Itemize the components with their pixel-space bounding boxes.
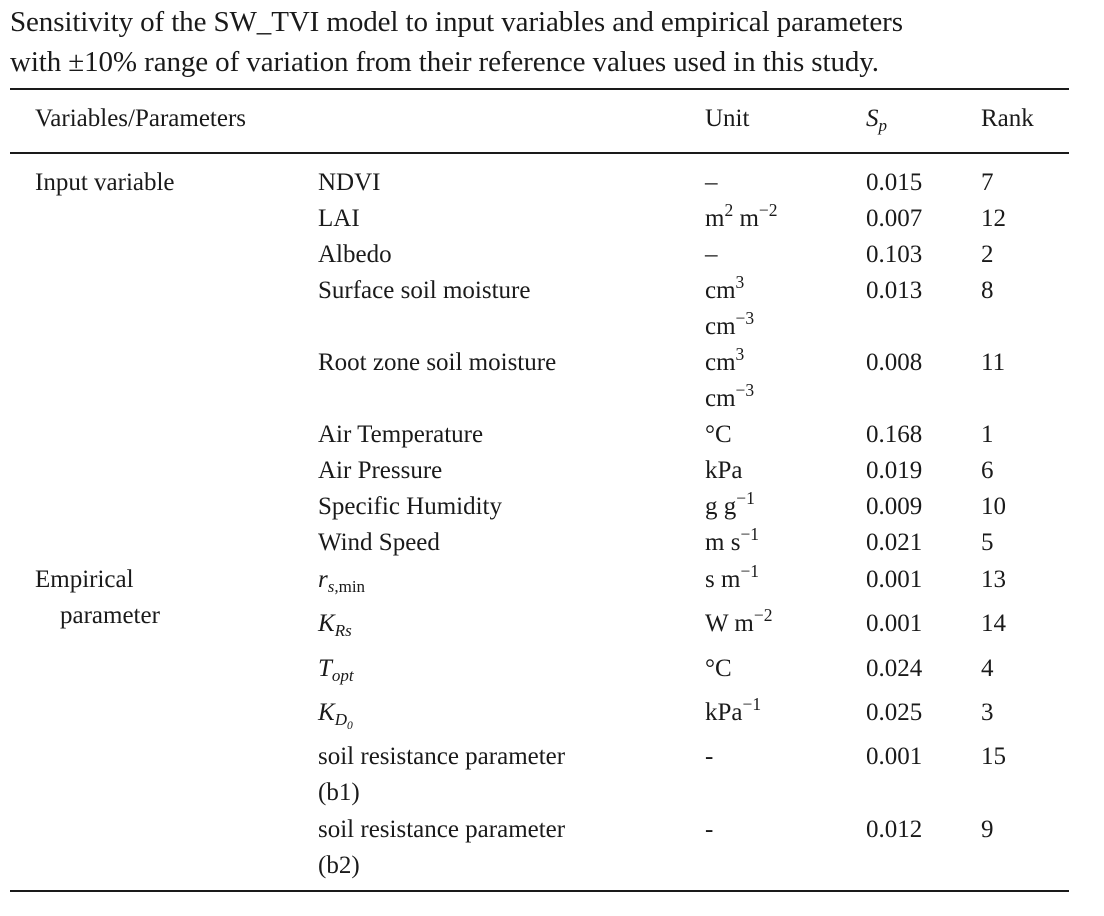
row-unit: g $g^{-1}$ [705,488,755,520]
row-rank: 2 [981,241,994,268]
table-bottom-rule [10,890,1069,892]
row-rank: 11 [981,349,1006,376]
row-sp: 0.015 [866,169,923,196]
row-unit: $m^2$ $m^{-2}$ [705,200,778,232]
row-sp: 0.001 [866,743,923,770]
row-name: LAI [318,205,360,232]
header-sp: $S_p$ [866,105,887,136]
row-unit: – [705,241,718,268]
row-name: Root zone soil moisture [318,349,557,376]
row-name: Air Pressure [318,457,443,484]
row-unit: - [705,743,714,770]
row-name: Wind Speed [318,529,440,556]
row-rank: 15 [981,743,1006,770]
row-name-symbol: $K_{Rs}$ [318,610,352,641]
row-name-line1: soil resistance parameter [318,743,566,770]
row-unit: °C [705,655,732,682]
header-unit: Unit [705,105,750,132]
row-unit: W $m^{-2}$ [705,605,773,637]
row-sp: 0.019 [866,457,923,484]
row-unit: °C [705,421,732,448]
row-sp: 0.025 [866,699,923,726]
header-variables: Variables/Parameters [35,105,247,132]
row-sp: 0.012 [866,816,923,843]
row-rank: 10 [981,493,1006,520]
row-unit: kPa$^{-1}$ [705,694,762,726]
row-sp: 0.013 [866,277,923,304]
row-name-line2: (b2) [318,852,360,879]
row-name-symbol: $T_{opt}$ [318,655,354,686]
row-name-symbol: $r_{s,min}$ [318,566,366,597]
header-rank: Rank [981,105,1034,132]
row-sp: 0.008 [866,349,923,376]
row-rank: 5 [981,529,994,556]
row-sp: 0.007 [866,205,923,232]
table-top-rule [10,88,1069,90]
row-unit-line2: $cm^{-3}$ [705,308,755,340]
row-rank: 12 [981,205,1006,232]
row-unit: - [705,816,714,843]
row-sp: 0.021 [866,529,923,556]
row-unit-line1: $cm^3$ [705,272,745,304]
row-name-line2: (b1) [318,779,360,806]
row-rank: 14 [981,610,1006,637]
row-rank: 8 [981,277,994,304]
group-empirical-line2: parameter [60,602,160,629]
row-rank: 1 [981,421,994,448]
row-name: NDVI [318,169,381,196]
group-empirical-line1: Empirical [35,566,134,593]
row-name: Albedo [318,241,392,268]
row-rank: 7 [981,169,994,196]
row-name: Surface soil moisture [318,277,531,304]
row-sp: 0.009 [866,493,923,520]
row-sp: 0.001 [866,610,923,637]
row-rank: 3 [981,699,994,726]
row-unit: s $m^{-1}$ [705,561,760,593]
row-name: Specific Humidity [318,493,502,520]
row-sp: 0.168 [866,421,923,448]
row-unit: m $s^{-1}$ [705,524,760,556]
row-unit: kPa [705,457,743,484]
row-rank: 6 [981,457,994,484]
row-name-symbol: $K_{D_0}$ [318,699,353,733]
row-unit-line1: $cm^3$ [705,344,745,376]
row-sp: 0.001 [866,566,923,593]
row-name-line1: soil resistance parameter [318,816,566,843]
row-unit-line2: $cm^{-3}$ [705,380,755,412]
caption-line-2: with ±10% range of variation from their reference values used in this study. [10,46,879,78]
row-sp: 0.103 [866,241,923,268]
row-name: Air Temperature [318,421,484,448]
row-unit: – [705,169,718,196]
table-header-rule [10,152,1069,154]
row-rank: 4 [981,655,994,682]
table-caption [10,2,1100,82]
row-rank: 9 [981,816,994,843]
group-input-variable: Input variable [35,169,175,196]
caption-line-1: Sensitivity of the SW_TVI model to input variables and empirical parameters [10,6,903,38]
row-rank: 13 [981,566,1006,593]
row-sp: 0.024 [866,655,923,682]
